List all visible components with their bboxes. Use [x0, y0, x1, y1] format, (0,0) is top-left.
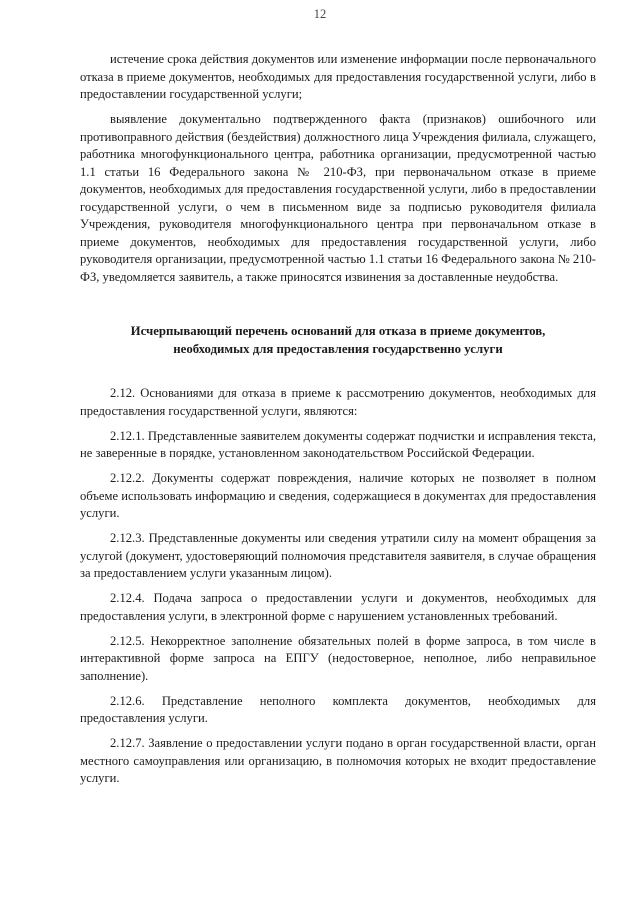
paragraph-2-12-2: 2.12.2. Документы содержат повреждения, наличие которых не позволяет в полном объеме использовать информацию и сведения, содержащиеся в документах для предоставления услуги. — [80, 471, 596, 520]
top-text-block — [80, 51, 596, 286]
paragraph-2-12-5: 2.12.5. Некорректное заполнение обязательных полей в форме запроса, в том числе в интерактивной форме запроса на ЕПГУ (недостоверное, неполное, либо неправильное заполнение). — [80, 633, 596, 683]
refusal-grounds-list — [80, 385, 596, 788]
page-number: 12 — [313, 7, 327, 21]
section-heading — [80, 322, 596, 358]
section-heading-line-2: необходимых для предоставления государственно услуги — [173, 342, 503, 356]
paragraph-2-12: 2.12. Основаниями для отказа в приеме к рассмотрению документов, необходимых для предоставления государственной услуги, являются: — [80, 386, 596, 418]
paragraph-error-detection: выявление документально подтвержденного факта (признаков) ошибочного или противоправного действия (бездействия) должностного лица Учреждения филиала, служащего, работника многофункционального центра, работника организации, предусмотренной частью 1.1 статьи 16 Федерального закона № 210-ФЗ, при первоначальном отказе в приеме документов, необходимых для предоставления государственной услуги, либо в предоставлении государственной услуги, о чем в письменном виде за подписью руководителя филиала Учреждения, руководителя многофункционального центра при первоначальном отказе в приеме документов, необходимых для предоставления государственной услуги, либо руководителя организации, предусмотренной частью 1.1 статьи 16 Федерального закона № 210-ФЗ, уведомляется заявитель, а также приносятся извинения за доставленные неудобства. — [80, 112, 596, 284]
paragraph-2-12-3: 2.12.3. Представленные документы или сведения утратили силу на момент обращения за услугой (документ, удостоверяющий полномочия представителя заявителя, в случае обращения за предоставлением услуги указанным лицом). — [80, 531, 596, 580]
paragraph-2-12-7: 2.12.7. Заявление о предоставлении услуги подано в орган государственной власти, орган местного самоуправления или организацию, в полномочия которых не входит предоставление услуги. — [80, 736, 596, 785]
paragraph-2-12-4: 2.12.4. Подача запроса о предоставлении услуги и документов, необходимых для предоставления услуги, в электронной форме с нарушением установленных требований. — [80, 591, 596, 623]
paragraph-2-12-1: 2.12.1. Представленные заявителем документы содержат подчистки и исправления текста, не заверенные в порядке, установленном законодательством Российской Федерации. — [80, 428, 596, 460]
paragraph-2-12-6: 2.12.6. Представление неполного комплекта документов, необходимых для предоставления услуги. — [80, 693, 596, 725]
section-heading-line-1: Исчерпывающий перечень оснований для отказа в приеме документов, — [130, 324, 546, 338]
paragraph-expiry: истечение срока действия документов или изменение информации после первоначального отказа в приеме документов, необходимых для предоставления государственной услуги, либо в предоставлении государственной услуги; — [80, 52, 596, 101]
